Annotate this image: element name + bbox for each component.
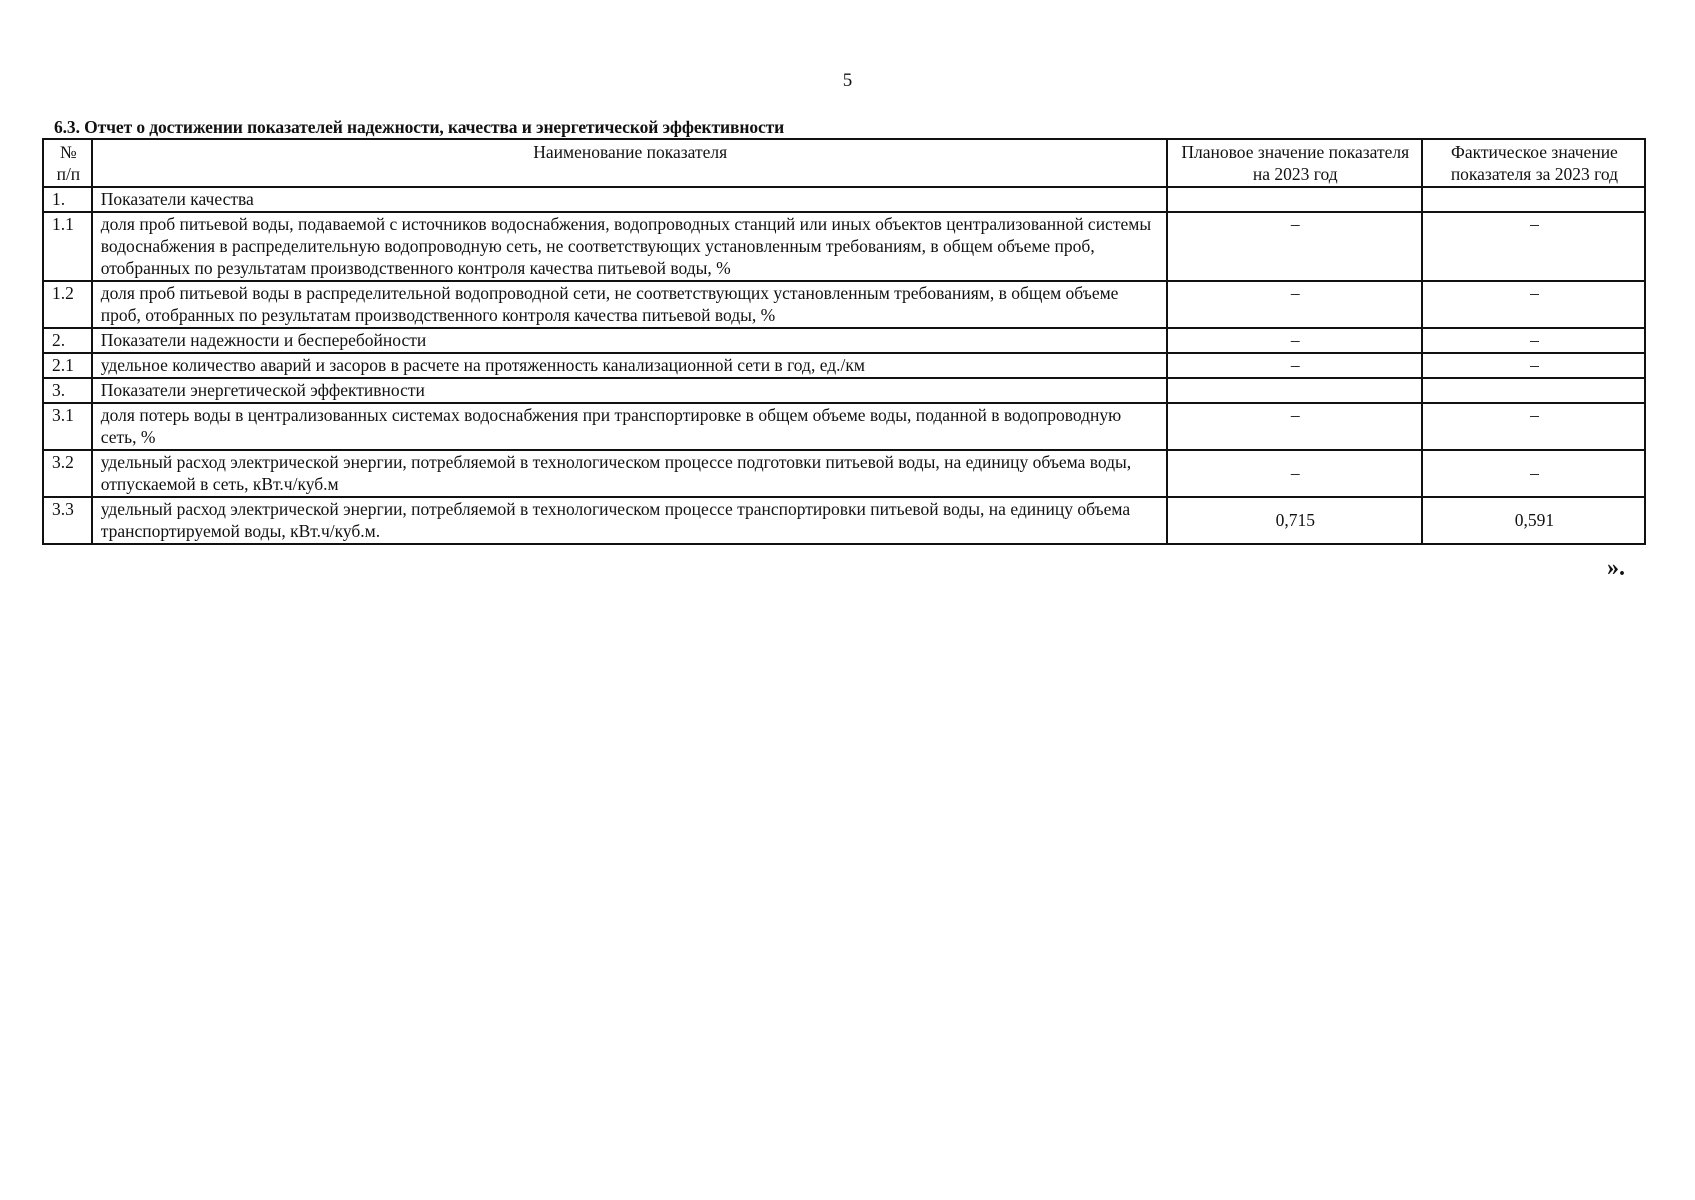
header-fact: Фактическое значение показателя за 2023 год	[1422, 139, 1645, 187]
row-num: 1.	[43, 187, 92, 212]
row-num: 2.1	[43, 353, 92, 378]
section-title: 6.3. Отчет о достижении показателей надежности, качества и энергетической эффективности	[54, 117, 785, 137]
header-plan: Плановое значение показателя на 2023 год	[1167, 139, 1422, 187]
table-header	[43, 139, 1645, 187]
header-num: № п/п	[43, 139, 92, 187]
row-name: доля проб питьевой воды, подаваемой с источников водоснабжения, водопроводных станций или иных объектов централизованной системы водоснабжения в распределительную водопроводную сеть, не соответствующих установленным требованиям, в общем объеме проб, отобранных по результатам производственного контроля качества питьевой воды, %	[92, 212, 1167, 281]
table-row	[43, 328, 1645, 353]
table-row	[43, 450, 1645, 497]
row-name: Показатели надежности и бесперебойности	[92, 328, 1167, 353]
row-name: удельный расход электрической энергии, потребляемой в технологическом процессе транспортировки питьевой воды, на единицу объема транспортируемой воды, кВт.ч/куб.м.	[92, 497, 1167, 544]
row-fact: –	[1422, 403, 1645, 450]
header-name: Наименование показателя	[92, 139, 1167, 187]
page-number: 5	[842, 70, 853, 91]
row-fact: 0,591	[1422, 497, 1645, 544]
header-row	[43, 139, 1645, 187]
closing-quote-mark: ».	[1607, 555, 1625, 581]
row-name: доля потерь воды в централизованных системах водоснабжения при транспортировке в общем объеме воды, поданной в водопроводную сеть, %	[92, 403, 1167, 450]
row-fact: –	[1422, 328, 1645, 353]
row-num: 3.1	[43, 403, 92, 450]
row-plan	[1167, 187, 1422, 212]
row-fact	[1422, 187, 1645, 212]
row-name: удельный расход электрической энергии, потребляемой в технологическом процессе подготовки питьевой воды, на единицу объема воды, отпускаемой в сеть, кВт.ч/куб.м	[92, 450, 1167, 497]
table-row	[43, 378, 1645, 403]
row-fact: –	[1422, 281, 1645, 328]
row-num: 3.2	[43, 450, 92, 497]
table-body	[43, 187, 1645, 544]
table-row	[43, 281, 1645, 328]
row-plan	[1167, 378, 1422, 403]
table-row	[43, 212, 1645, 281]
row-name: Показатели энергетической эффективности	[92, 378, 1167, 403]
row-plan: 0,715	[1167, 497, 1422, 544]
row-num: 1.1	[43, 212, 92, 281]
row-plan: –	[1167, 212, 1422, 281]
row-num: 3.	[43, 378, 92, 403]
row-num: 2.	[43, 328, 92, 353]
row-num: 3.3	[43, 497, 92, 544]
row-num: 1.2	[43, 281, 92, 328]
row-plan: –	[1167, 403, 1422, 450]
row-fact	[1422, 378, 1645, 403]
row-name: доля проб питьевой воды в распределительной водопроводной сети, не соответствующих установленным требованиям, в общем объеме проб, отобранных по результатам производственного контроля качества питьевой воды, %	[92, 281, 1167, 328]
row-fact: –	[1422, 450, 1645, 497]
row-plan: –	[1167, 328, 1422, 353]
row-name: удельное количество аварий и засоров в расчете на протяженность канализационной сети в год, ед./км	[92, 353, 1167, 378]
row-fact: –	[1422, 353, 1645, 378]
row-plan: –	[1167, 353, 1422, 378]
row-plan: –	[1167, 450, 1422, 497]
table-row	[43, 353, 1645, 378]
row-name: Показатели качества	[92, 187, 1167, 212]
indicators-table	[42, 138, 1646, 545]
table-row	[43, 187, 1645, 212]
table-row	[43, 403, 1645, 450]
row-fact: –	[1422, 212, 1645, 281]
table-row	[43, 497, 1645, 544]
row-plan: –	[1167, 281, 1422, 328]
